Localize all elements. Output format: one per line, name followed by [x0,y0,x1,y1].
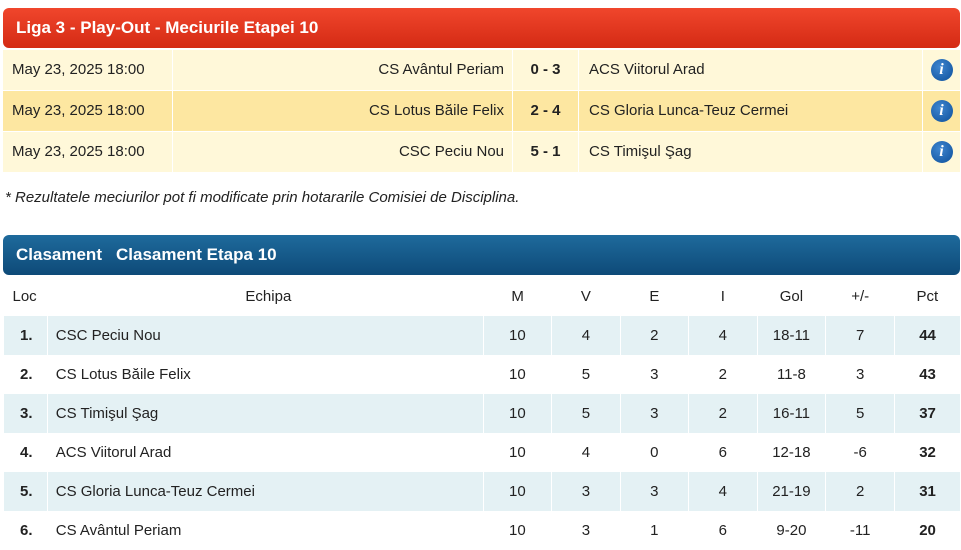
cell-v: 4 [552,316,620,355]
cell-gol: 11-8 [757,355,826,394]
cell-loc: 5. [4,472,48,511]
cell-e: 3 [620,355,688,394]
cell-diff: 3 [826,355,895,394]
cell-e: 1 [620,511,688,550]
cell-team[interactable]: ACS Viitorul Arad [47,433,483,472]
standings-table [3,277,960,550]
match-row [3,91,960,131]
cell-gol: 18-11 [757,316,826,355]
cell-pct: 37 [895,394,960,433]
cell-loc: 6. [4,511,48,550]
cell-m: 10 [483,355,552,394]
fixtures-header [3,8,960,48]
cell-pct: 44 [895,316,960,355]
cell-e: 2 [620,316,688,355]
cell-team[interactable]: CS Lotus Băile Felix [47,355,483,394]
match-away-team[interactable]: ACS Viitorul Arad [579,50,923,90]
col-v: V [580,288,591,305]
cell-team[interactable]: CSC Peciu Nou [47,316,483,355]
match-away-team[interactable]: CS Timişul Şag [579,132,923,172]
cell-team[interactable]: CS Avântul Periam [47,511,483,550]
cell-diff: 2 [826,472,895,511]
match-score: 0 - 3 [513,50,579,90]
cell-loc: 4. [4,433,48,472]
fixtures-title: Liga 3 - Play-Out - Meciurile Etapei 10 [16,18,319,37]
cell-diff: 7 [826,316,895,355]
cell-team[interactable]: CS Gloria Lunca-Teuz Cermei [47,472,483,511]
info-icon[interactable]: i [931,141,953,163]
cell-v: 3 [552,511,620,550]
match-date: May 23, 2025 18:00 [3,91,173,131]
cell-i: 4 [689,472,757,511]
cell-gol: 12-18 [757,433,826,472]
table-row [4,511,961,550]
col-m: M [511,288,524,305]
cell-i: 6 [689,433,757,472]
standings-header-row [4,277,961,316]
cell-m: 10 [483,511,552,550]
cell-i: 2 [689,394,757,433]
cell-e: 3 [620,472,688,511]
table-row [4,316,961,355]
cell-e: 3 [620,394,688,433]
table-row [4,472,961,511]
match-row [3,132,960,172]
cell-loc: 1. [4,316,48,355]
cell-i: 4 [689,316,757,355]
cell-pct: 43 [895,355,960,394]
match-score: 2 - 4 [513,91,579,131]
cell-m: 10 [483,316,552,355]
match-home-team[interactable]: CSC Peciu Nou [173,132,513,172]
match-score: 5 - 1 [513,132,579,172]
disclaimer-note: * Rezultatele meciurilor pot fi modificate prin hotararile Comisiei de Disciplina. [5,189,520,206]
match-home-team[interactable]: CS Avântul Periam [173,50,513,90]
standings-title: Clasament [16,245,102,264]
standings-subtitle: Clasament Etapa 10 [115,245,277,264]
col-e: E [649,288,660,305]
cell-v: 5 [552,355,620,394]
cell-loc: 3. [4,394,48,433]
cell-diff: -6 [826,433,895,472]
cell-m: 10 [483,472,552,511]
match-date: May 23, 2025 18:00 [3,50,173,90]
col-i: I [720,288,725,305]
col-pct: Pct [916,288,939,305]
cell-pct: 20 [895,511,960,550]
fixtures-list [3,50,960,173]
match-away-team[interactable]: CS Gloria Lunca-Teuz Cermei [579,91,923,131]
cell-i: 6 [689,511,757,550]
cell-e: 0 [620,433,688,472]
match-row [3,50,960,90]
cell-gol: 9-20 [757,511,826,550]
match-date: May 23, 2025 18:00 [3,132,173,172]
cell-i: 2 [689,355,757,394]
cell-m: 10 [483,394,552,433]
cell-m: 10 [483,433,552,472]
cell-gol: 21-19 [757,472,826,511]
col-diff: +/- [851,288,870,305]
cell-v: 3 [552,472,620,511]
col-team: Echipa [47,277,483,316]
info-icon[interactable]: i [931,100,953,122]
table-row [4,394,961,433]
cell-diff: 5 [826,394,895,433]
cell-v: 5 [552,394,620,433]
cell-pct: 32 [895,433,960,472]
col-loc: Loc [12,288,37,305]
table-row [4,355,961,394]
info-icon[interactable]: i [931,59,953,81]
cell-diff: -11 [826,511,895,550]
table-row [4,433,961,472]
cell-gol: 16-11 [757,394,826,433]
standings-header [3,235,960,275]
cell-loc: 2. [4,355,48,394]
col-gol: Gol [779,288,804,305]
cell-pct: 31 [895,472,960,511]
cell-v: 4 [552,433,620,472]
match-home-team[interactable]: CS Lotus Băile Felix [173,91,513,131]
cell-team[interactable]: CS Timişul Şag [47,394,483,433]
